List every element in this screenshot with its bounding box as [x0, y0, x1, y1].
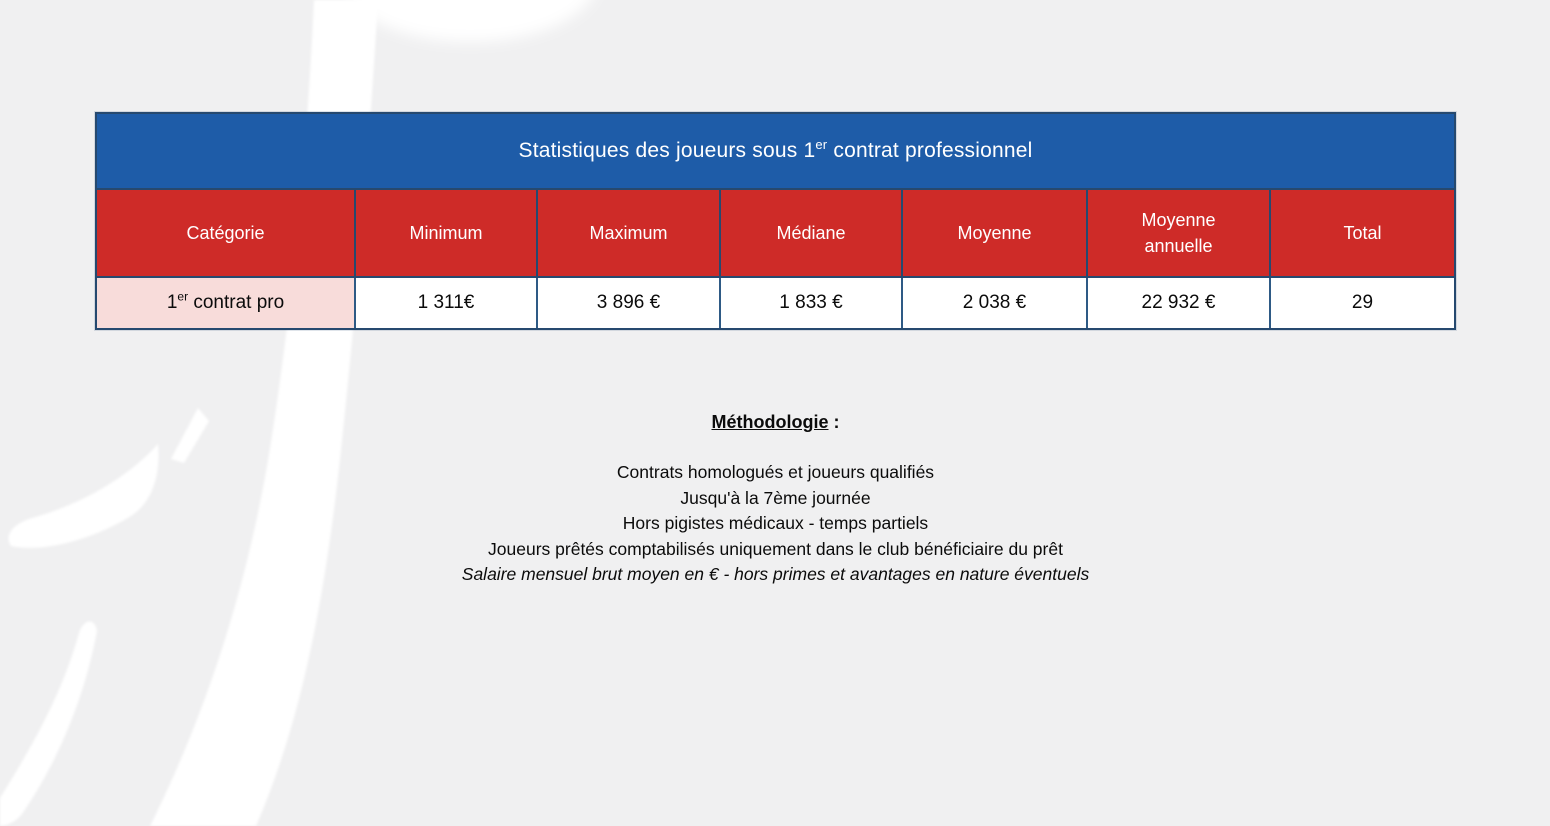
- category-superscript: er: [177, 289, 189, 304]
- watermark-crescent: [0, 621, 97, 826]
- title-superscript: er: [815, 137, 828, 152]
- table-data-row: [97, 278, 1454, 328]
- cell-maximum: 3 896 €: [538, 278, 721, 328]
- methodology-line-4: Joueurs prêtés comptabilisés uniquement dans le club bénéficiaire du prêt: [488, 538, 1063, 559]
- table-title: [97, 114, 1454, 190]
- column-header-minimum: Minimum: [356, 190, 538, 278]
- column-header-mediane: Médiane: [721, 190, 903, 278]
- methodology-italic-note: Salaire mensuel brut moyen en € - hors primes et avantages en nature éventuels: [461, 564, 1090, 585]
- methodology-line-1: Contrats homologués et joueurs qualifiés: [616, 462, 935, 482]
- cell-moyenne: 2 038 €: [903, 278, 1088, 328]
- cell-minimum: 1 311€: [356, 278, 538, 328]
- stats-table: [95, 112, 1456, 330]
- cell-category-text: 1er contrat pro: [166, 289, 285, 313]
- column-header-total: Total: [1271, 190, 1454, 278]
- table-title-text: Statistiques des joueurs sous 1er contrat professionnel: [518, 137, 1033, 162]
- watermark-top-blob: [342, 0, 598, 42]
- methodology-heading-text: Méthodologie: [711, 412, 829, 432]
- cell-category: [97, 278, 356, 328]
- methodology-heading-colon: :: [828, 412, 840, 432]
- column-header-maximum: Maximum: [538, 190, 721, 278]
- methodology-line-3: Hors pigistes médicaux - temps partiels: [622, 513, 929, 534]
- table-header-row: [97, 190, 1454, 278]
- cell-total: 29: [1271, 278, 1454, 328]
- column-header-moyenne: Moyenne: [903, 190, 1088, 278]
- cell-moyenne-annuelle: 22 932 €: [1088, 278, 1271, 328]
- column-header-moyenne-annuelle: Moyenne annuelle: [1088, 190, 1271, 278]
- methodology-heading: [95, 412, 1456, 433]
- cell-mediane: 1 833 €: [721, 278, 903, 328]
- methodology-section: [95, 412, 1456, 588]
- column-header-categorie: Catégorie: [97, 190, 356, 278]
- methodology-line-2: Jusqu'à la 7ème journée: [680, 487, 871, 508]
